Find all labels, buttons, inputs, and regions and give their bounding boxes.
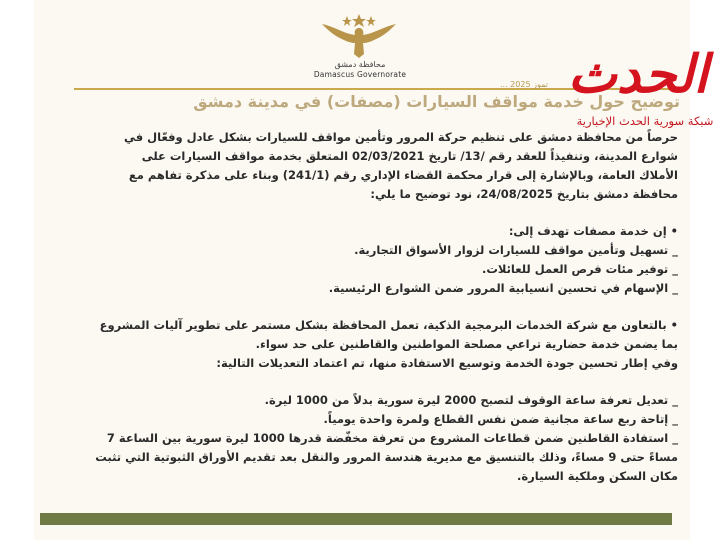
date-label: تموز 2025 ... <box>500 80 548 89</box>
intro-line: حرصاً من محافظة دمشق على تنظيم حركة المرور وتأمين مواقف للسيارات بشكل عادل وفعّال في <box>124 130 678 144</box>
cooperation-line: وفي إطار تحسين جودة الخدمة وتوسيع الاستفادة منها، تم اعتماد التعديلات التالية: <box>216 356 678 370</box>
governorate-name-en: Damascus Governorate <box>313 70 407 79</box>
cooperation-line: • بالتعاون مع شركة الخدمات البرمجية الذكية، تعمل المحافظة بشكل مستمر على تطوير آليات المشروع <box>99 318 678 332</box>
spacer <box>40 373 678 391</box>
amendment-item: مساءً حتى 9 مساءً، وذلك بالتنسيق مع مديرية هندسة المرور والنقل بعد تقديم الأوراق الثبوتية التي تثبت <box>95 450 678 464</box>
amendment-item: _ تعديل تعرفة ساعة الوقوف لتصبح 2000 ليرة سورية بدلاً من 1000 ليرة. <box>264 393 678 407</box>
goal-item: _ توفير مئات فرص العمل للعائلات. <box>481 262 678 276</box>
intro-line: محافظة دمشق بتاريخ 24/08/2025، نود توضيح ما يلي: <box>370 187 678 201</box>
logo-mark: الحدث <box>567 44 708 105</box>
amendment-item: مكان السكن وملكية السيارة. <box>516 469 678 483</box>
governorate-name-ar: محافظة دمشق <box>334 60 386 69</box>
document-body <box>40 128 678 486</box>
spacer <box>40 204 678 222</box>
cooperation-line: بما يضمن خدمة حضارية تراعي مصلحة المواطنين والقاطنين على حد سواء. <box>255 337 678 351</box>
intro-line: شوارع المدينة، وتنفيذاً للعقد رقم /13/ تاريخ 02/03/2021 المتعلق بخدمة مواقف السيارات على <box>141 149 678 163</box>
goal-item: _ تسهيل وتأمين مواقف للسيارات لزوار الأسواق التجارية. <box>354 243 678 257</box>
goals-heading: • إن خدمة مصفات تهدف إلى: <box>508 224 678 238</box>
amendment-item: _ استفادة القاطنين ضمن قطاعات المشروع من تعرفة مخفّضة قدرها 1000 ليرة سورية بين الساعة 7 <box>106 431 678 445</box>
footer-bar <box>40 513 672 525</box>
news-watermark-logo <box>567 32 720 142</box>
logo-subtitle: شبكة سورية الحدث الإخبارية <box>576 114 714 128</box>
amendment-item: _ إتاحة ربع ساعة مجانية ضمن نفس القطاع ولمرة واحدة يومياً. <box>323 412 678 426</box>
goal-item: _ الإسهام في تحسين انسيابية المرور ضمن الشوارع الرئيسية. <box>328 281 678 295</box>
intro-line: الأملاك العامة، وبالإشارة إلى قرار محكمة القضاء الإداري رقم (241/1) وبناء على مذكرة تفاهم مع <box>128 168 678 182</box>
page-title: توضيح حول خدمة مواقف السيارات (مصفات) في مدينة دمشق <box>193 92 680 111</box>
spacer <box>40 298 678 316</box>
